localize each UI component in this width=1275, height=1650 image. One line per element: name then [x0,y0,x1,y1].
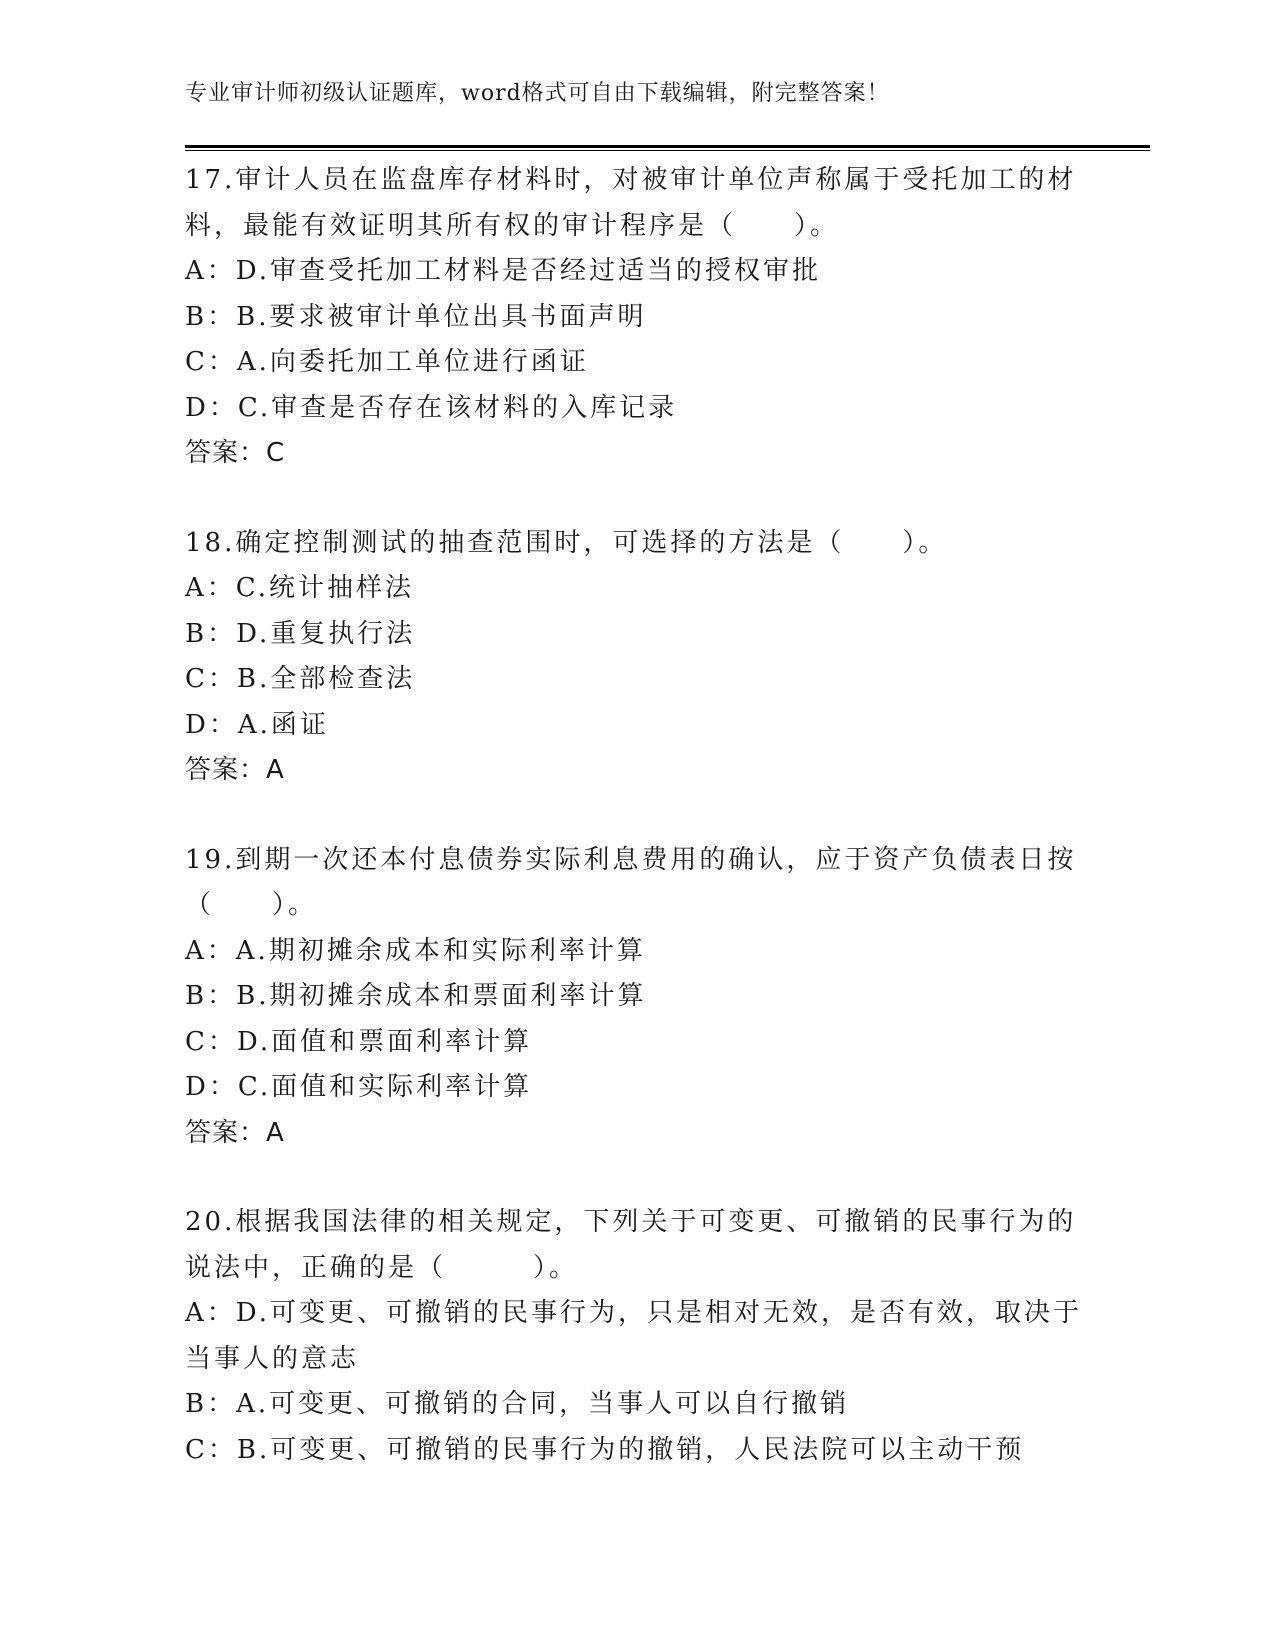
answer-option-line: D：A.函证 [185,709,329,740]
answer-option-line: A：D.可变更、可撤销的民事行为，只是相对无效，是否有效，取决于 [185,1298,1082,1328]
answer-option-line: 当事人的意志 [185,1343,360,1374]
answer-option-line: B：A.可变更、可撤销的合同，当事人可以自行撤销 [185,1389,850,1419]
answer-key: 答案：C [185,438,286,468]
question-stem-line: 说法中，正确的是（ ）。 [185,1252,579,1283]
question-block [185,838,1085,1157]
question-stem-line: 19.到期一次还本付息债券实际利息费用的确认，应于资产负债表日按 [185,844,1077,875]
answer-key: 答案：A [185,1117,285,1148]
answer-option-line: C：A.向委托加工单位进行函证 [185,347,589,377]
question-block [185,158,1085,477]
answer-option-line: B：B.期初摊余成本和票面利率计算 [185,981,647,1011]
answer-option-line: C：B.全部检查法 [185,664,416,694]
header-rule-thin [185,150,1150,151]
question-block [185,1200,1085,1473]
question-list [185,158,1085,1517]
answer-option-line: D：C.面值和实际利率计算 [185,1072,533,1102]
page-header: 专业审计师初级认证题库，word格式可自由下载编辑，附完整答案！ [185,81,890,106]
answer-option-line: A：D.审查受托加工材料是否经过适当的授权审批 [185,256,821,286]
question-stem-line: 18.确定控制测试的抽查范围时，可选择的方法是（ ）。 [185,527,948,558]
answer-option-line: C：D.面值和票面利率计算 [185,1026,533,1057]
question-stem-line: （ ）。 [185,890,318,920]
answer-option-line: A：C.统计抽样法 [185,573,415,603]
question-stem-line: 17.审计人员在监盘库存材料时，对被审计单位声称属于受托加工的材 [185,165,1077,195]
answer-option-line: B：B.要求被审计单位出具书面声明 [185,301,647,332]
answer-option-line: D：C.审查是否存在该材料的入库记录 [185,392,678,423]
question-block [185,521,1085,794]
question-stem-line: 20.根据我国法律的相关规定，下列关于可变更、可撤销的民事行为的 [185,1207,1077,1237]
answer-option-line: C：B.可变更、可撤销的民事行为的撤销，人民法院可以主动干预 [185,1434,1025,1465]
answer-option-line: B：D.重复执行法 [185,618,416,649]
question-stem-line: 料，最能有效证明其所有权的审计程序是（ ）。 [185,210,840,241]
header-rule-thick [185,145,1150,148]
answer-key: 答案：A [185,755,285,785]
answer-option-line: A：A.期初摊余成本和实际利率计算 [185,935,646,966]
